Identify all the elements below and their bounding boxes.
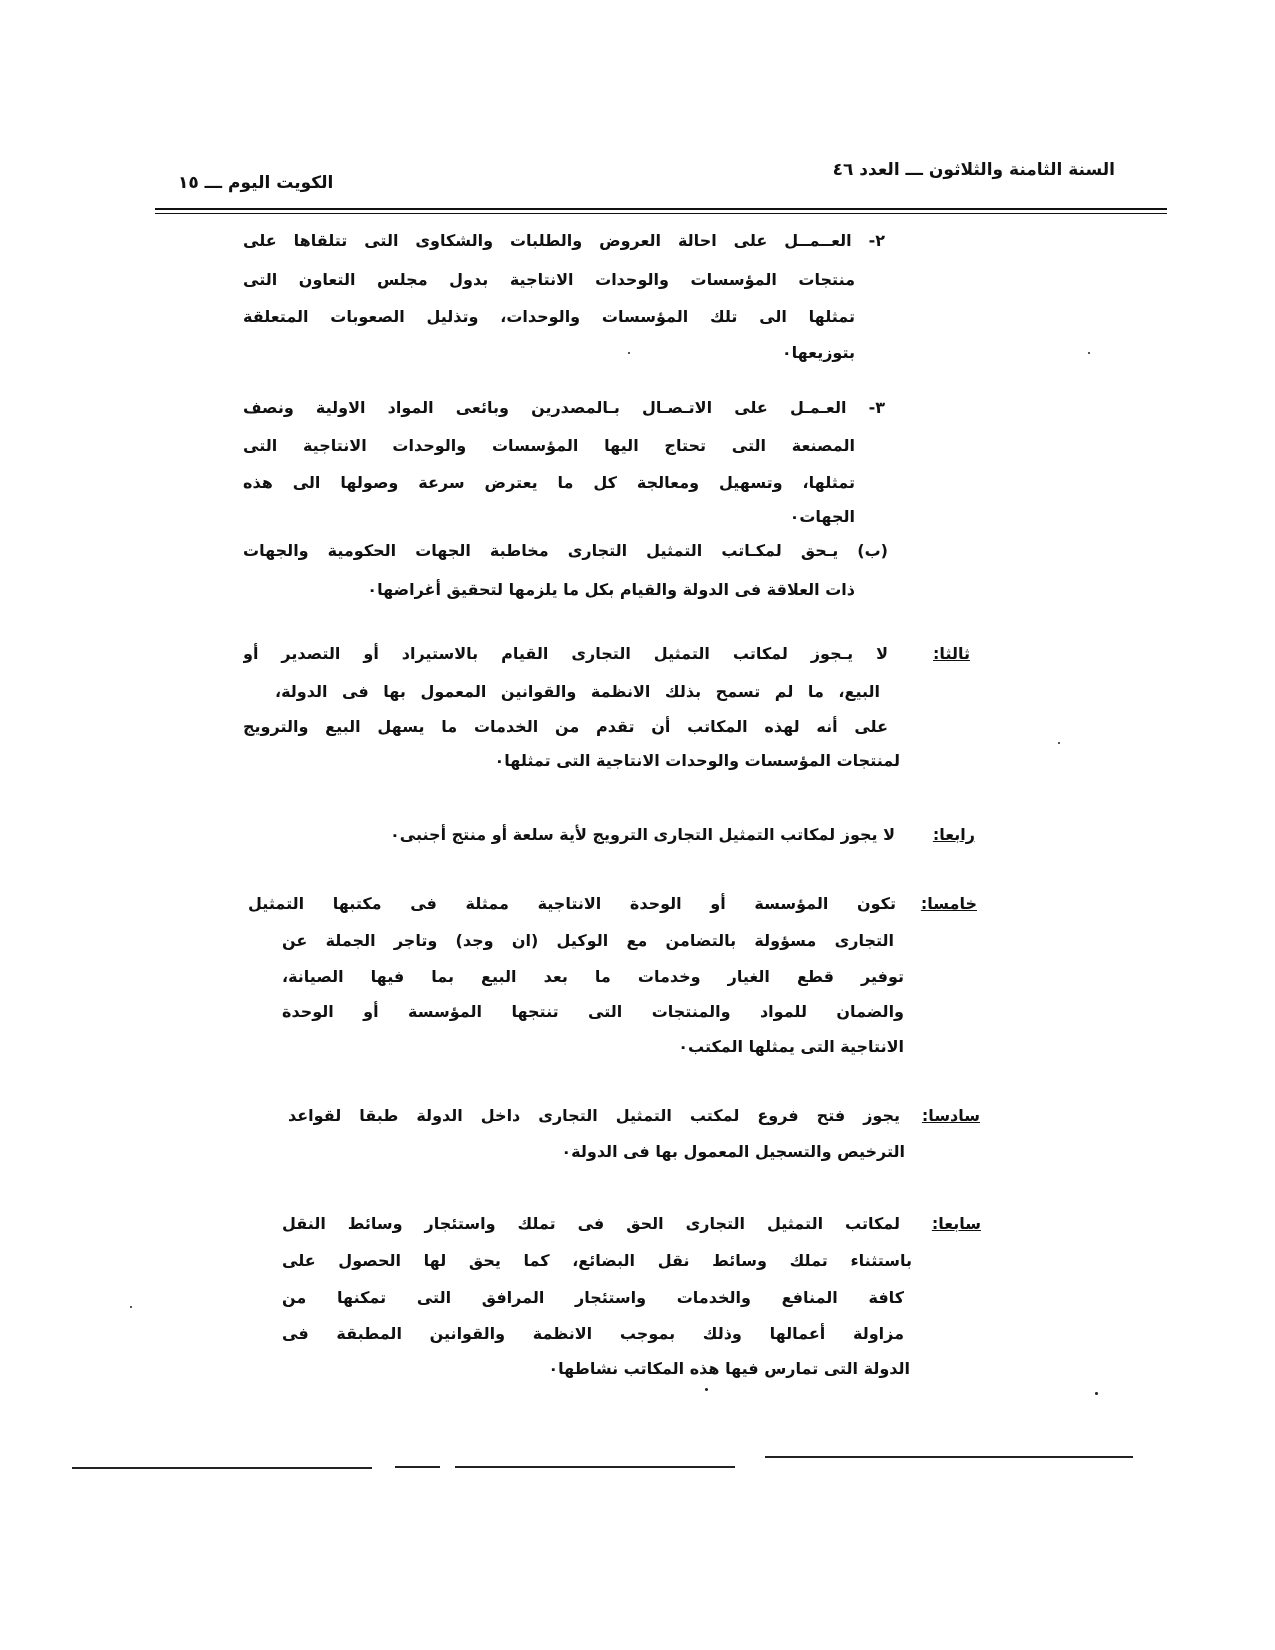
- item2-line: تمثلها الى تلك المؤسسات والوحدات، وتذليل الصعوبات المتعلقة: [243, 307, 855, 326]
- third-line: لا يـجوز لمكاتب التمثيل التجارى القيام بالاستيراد أو التصدير أو: [243, 644, 888, 663]
- footer-rule: [455, 1466, 735, 1468]
- sixth-label: سادسا:: [921, 1106, 980, 1125]
- fifth-line: الانتاجية التى يمثلها المكتب٠: [678, 1037, 904, 1056]
- header-right: السنة الثامنة والثلاثون ـــ العدد ٤٦: [832, 160, 1115, 180]
- third-line: على أنه لهذه المكاتب أن تقدم من الخدمات ما يسهل البيع والترويج: [243, 717, 888, 736]
- fourth-line: لا يجوز لمكاتب التمثيل التجارى الترويج لأية سلعة أو منتج أجنبى٠: [390, 825, 895, 844]
- seventh-line: كافة المنافع والخدمات واستئجار المرافق التى تمكنها من: [282, 1288, 904, 1307]
- seventh-label: سابعا:: [931, 1214, 981, 1233]
- item2-line: بتوزيعها٠: [781, 343, 855, 362]
- scan-speck: [705, 1388, 708, 1391]
- fourth-label: رابعا:: [932, 825, 975, 844]
- seventh-line: باستثناء تملك وسائط نقل البضائع، كما يحق لها الحصول على: [282, 1251, 912, 1270]
- scan-speck: [1058, 742, 1060, 744]
- seventh-line: مزاولة أعمالها وذلك بموجب الانظمة والقوانين المطبقة فى: [282, 1324, 904, 1343]
- third-label: ثالثا:: [933, 644, 970, 663]
- item3-line: تمثلها، وتسهيل ومعالجة كل ما يعترض سرعة وصولها الى هذه: [243, 473, 855, 492]
- third-line: البيع، ما لم تسمح بذلك الانظمة والقوانين المعمول بها فى الدولة،: [275, 682, 880, 701]
- scan-speck: [1088, 352, 1090, 354]
- itemB-line: ذات العلاقة فى الدولة والقيام بكل ما يلزمها لتحقيق أغراضها٠: [367, 580, 855, 599]
- fifth-label: خامسا:: [920, 894, 977, 913]
- item2-line: ٢- العــمــل على احالة العروض والطلبات والشكاوى التى تتلقاها على: [243, 231, 885, 250]
- seventh-line: الدولة التى تمارس فيها هذه المكاتب نشاطها٠: [548, 1359, 910, 1378]
- scan-speck: [1095, 1392, 1098, 1395]
- header-rule-bottom: [155, 213, 1167, 214]
- fifth-line: تكون المؤسسة أو الوحدة الانتاجية ممثلة فى مكتبها التمثيل: [248, 894, 896, 913]
- fifth-line: والضمان للمواد والمنتجات التى تنتجها المؤسسة أو الوحدة: [282, 1002, 904, 1021]
- scan-speck: [130, 1306, 132, 1308]
- item3-line: ٣- العـمـل على الاتـصـال بـالمصدرين وبائعى المواد الاولية ونصف: [243, 398, 885, 417]
- scan-speck: [628, 352, 630, 354]
- item2-line: منتجات المؤسسات والوحدات الانتاجية بدول مجلس التعاون التى: [243, 270, 855, 289]
- fifth-line: توفير قطع الغيار وخدمات ما بعد البيع بما فيها الصيانة،: [282, 967, 904, 986]
- sixth-line: الترخيص والتسجيل المعمول بها فى الدولة٠: [561, 1142, 905, 1161]
- itemB-line: (ب) يـحق لمكـاتب التمثيل التجارى مخاطبة الجهات الحكومية والجهات: [243, 541, 888, 560]
- seventh-line: لمكاتب التمثيل التجارى الحق فى تملك واستئجار وسائط النقل: [282, 1214, 900, 1233]
- header-left: الكويت اليوم ـــ ١٥: [178, 173, 334, 193]
- fifth-line: التجارى مسؤولة بالتضامن مع الوكيل (ان وجد) وتاجر الجملة عن: [282, 931, 894, 950]
- footer-rule: [765, 1456, 1133, 1458]
- footer-rule: [395, 1466, 440, 1468]
- header-rule-top: [155, 208, 1167, 210]
- item3-line: المصنعة التى تحتاج اليها المؤسسات والوحدات الانتاجية التى: [243, 436, 855, 455]
- sixth-line: يجوز فتح فروع لمكتب التمثيل التجارى داخل الدولة طبقا لقواعد: [288, 1106, 900, 1125]
- footer-rule: [72, 1467, 372, 1469]
- item3-line: الجهات٠: [789, 507, 855, 526]
- third-line: لمنتجات المؤسسات والوحدات الانتاجية التى تمثلها٠: [494, 751, 900, 770]
